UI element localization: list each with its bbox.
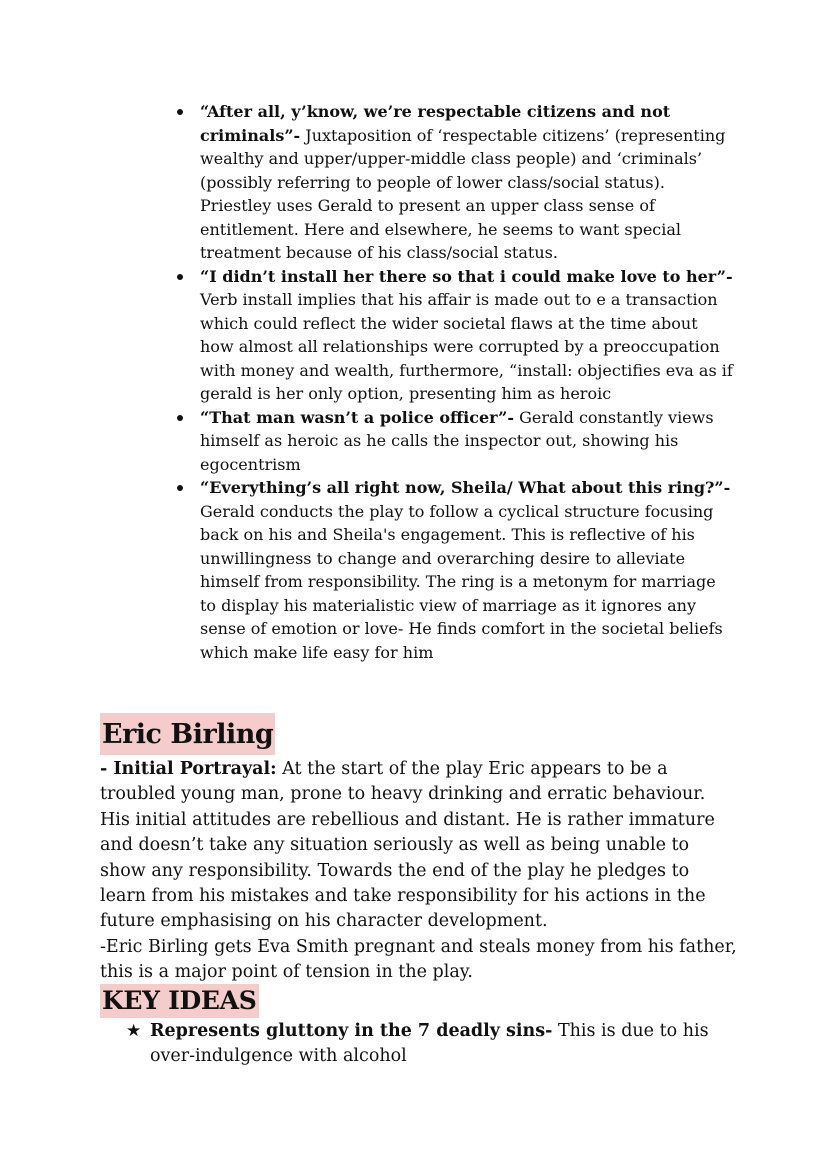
initial-portrayal-paragraph bbox=[100, 757, 740, 935]
quote-analysis: Gerald constantly views himself as heroic as he calls the inspector out, showing his egocentrism bbox=[200, 407, 714, 474]
quote-analysis: Gerald conducts the play to follow a cyclical structure focusing back on his and Sheila's engagement. This is reflective of his unwillingness to change and overarching desire to alleviate himself from responsibility. The ring is a metonym for marriage to display his materialistic view of marriage as it ignores any sense of emotion or love- He finds comfort in the societal beliefs which make life easy for him bbox=[200, 501, 723, 662]
key-ideas-title: KEY IDEAS bbox=[100, 984, 259, 1018]
key-idea-bold: Represents gluttony in the 7 deadly sins- bbox=[150, 1021, 553, 1041]
quote-analysis: Juxtaposition of ‘respectable citizens’ (representing wealthy and upper/upper-middle class people) and ‘criminals’ (possibly referring to people of lower class/social status). Priestley uses Gerald to present an upper class sense of entitlement. Here and elsewhere, he seems to want special treatment because of his class/social status. bbox=[200, 125, 726, 262]
bullet-icon bbox=[177, 485, 183, 491]
eric-description bbox=[100, 757, 740, 986]
quote-text: “Everything’s all right now, Sheila/ What about this ring?”- bbox=[200, 478, 731, 497]
quote-item bbox=[174, 476, 734, 664]
key-ideas-list bbox=[126, 1019, 746, 1070]
quote-item bbox=[174, 406, 734, 477]
gerald-quote-list bbox=[174, 100, 734, 664]
initial-portrayal-label: - Initial Portrayal: bbox=[100, 759, 277, 779]
quote-analysis: Verb install implies that his affair is made out to e a transaction which could reflect the wider societal flaws at the time about how almost all relationships were corrupted by a preoccupation with money and wealth, furthermore, “install: objectifies eva as if gerald is her only option, presenting him as heroic bbox=[200, 290, 733, 403]
key-idea-text: This is due to his over-indulgence with alcohol bbox=[150, 1021, 709, 1067]
bullet-icon bbox=[177, 274, 183, 280]
quote-item bbox=[174, 265, 734, 406]
initial-portrayal-text: At the start of the play Eric appears to be a troubled young man, prone to heavy drinking and erratic behaviour. His initial attitudes are rebellious and distant. He is rather immature and doesn’t take any situation seriously as well as being unable to show any responsibility. Towards the end of the play he pledges to learn from his mistakes and take responsibility for his actions in the future emphasising on his character development. bbox=[100, 759, 715, 932]
quote-text: “That man wasn’t a police officer”- bbox=[200, 407, 514, 427]
section-title-eric-birling: Eric Birling bbox=[100, 713, 275, 755]
quote-text: “After all, y’know, we’re respectable citizens and not criminals”- bbox=[200, 102, 671, 145]
star-bullet-icon: ★ bbox=[126, 1021, 142, 1041]
quote-item bbox=[174, 100, 734, 265]
bullet-icon bbox=[177, 109, 183, 115]
eric-note-paragraph: -Eric Birling gets Eva Smith pregnant and steals money from his father, this is a major point of tension in the play. bbox=[100, 936, 737, 983]
quote-text: “I didn’t install her there so that i could make love to her”- bbox=[200, 266, 733, 286]
key-idea-item bbox=[126, 1019, 746, 1070]
bullet-icon bbox=[177, 415, 183, 421]
